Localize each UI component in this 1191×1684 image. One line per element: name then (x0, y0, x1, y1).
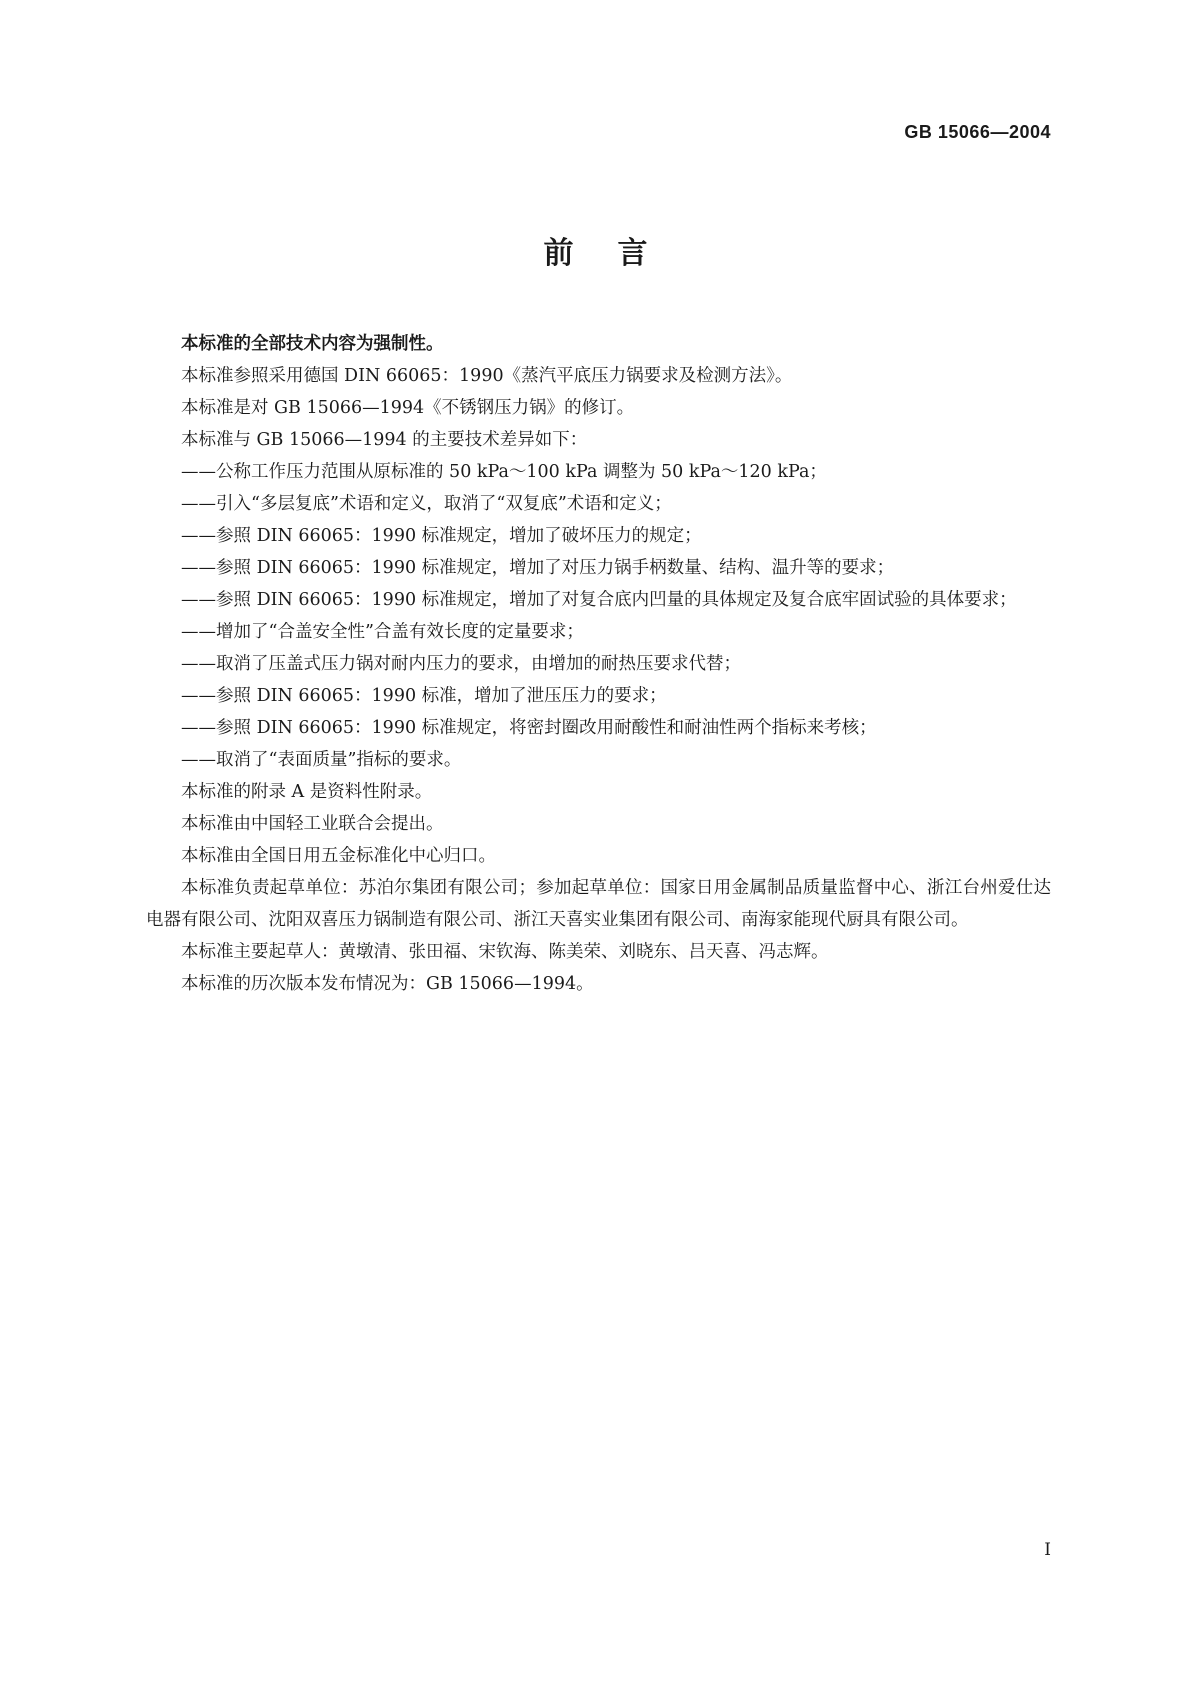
difference-item: ——参照 DIN 66065：1990 标准规定，增加了破坏压力的规定； (181, 526, 702, 546)
foreword-body (146, 328, 1051, 1000)
difference-item: ——取消了“表面质量”指标的要求。 (181, 750, 462, 770)
difference-item: ——引入“多层复底”术语和定义，取消了“双复底”术语和定义； (181, 494, 672, 514)
page-number: I (1044, 1540, 1051, 1560)
difference-item: ——参照 DIN 66065：1990 标准规定，增加了对压力锅手柄数量、结构、温升等的要求； (181, 558, 895, 578)
paragraph-reference: 本标准参照采用德国 DIN 66065：1990《蒸汽平底压力锅要求及检测方法》。 (181, 366, 793, 386)
difference-item: ——公称工作压力范围从原标准的 50 kPa～100 kPa 调整为 50 kPa～120 kPa； (181, 462, 827, 482)
paragraph-annex: 本标准的附录 A 是资料性附录。 (181, 782, 433, 802)
paragraph-mandatory-statement: 本标准的全部技术内容为强制性。 (181, 334, 444, 354)
difference-item: ——参照 DIN 66065：1990 标准，增加了泄压压力的要求； (181, 686, 667, 706)
difference-item: ——参照 DIN 66065：1990 标准规定，将密封圈改用耐酸性和耐油性两个指标来考核； (181, 718, 877, 738)
difference-item: ——取消了压盖式压力锅对耐内压力的要求，由增加的耐热压要求代替； (181, 654, 741, 674)
difference-item: ——参照 DIN 66065：1990 标准规定，增加了对复合底内凹量的具体规定及复合底牢固试验的具体要求； (181, 590, 1017, 610)
paragraph-administered-by: 本标准由全国日用五金标准化中心归口。 (181, 846, 496, 866)
page-title: 前言 (543, 236, 692, 271)
paragraph-differences-intro: 本标准与 GB 15066—1994 的主要技术差异如下： (181, 430, 588, 450)
difference-item: ——增加了“合盖安全性”合盖有效长度的定量要求； (181, 622, 584, 642)
paragraph-drafting-units: 本标准负责起草单位：苏泊尔集团有限公司；参加起草单位：国家日用金属制品质量监督中心、浙江台州爱仕达电器有限公司、沈阳双喜压力锅制造有限公司、浙江天喜实业集团有限公司、南海家能现代厨具有限公司。 (146, 878, 1051, 930)
paragraph-proposed-by: 本标准由中国轻工业联合会提出。 (181, 814, 444, 834)
standard-number: GB 15066—2004 (904, 122, 1051, 142)
paragraph-previous-editions: 本标准的历次版本发布情况为：GB 15066—1994。 (181, 974, 594, 994)
paragraph-drafters: 本标准主要起草人：黄墩清、张田福、宋钦海、陈美荣、刘晓东、吕天喜、冯志辉。 (181, 942, 829, 962)
paragraph-revision: 本标准是对 GB 15066—1994《不锈钢压力锅》的修订。 (181, 398, 635, 418)
